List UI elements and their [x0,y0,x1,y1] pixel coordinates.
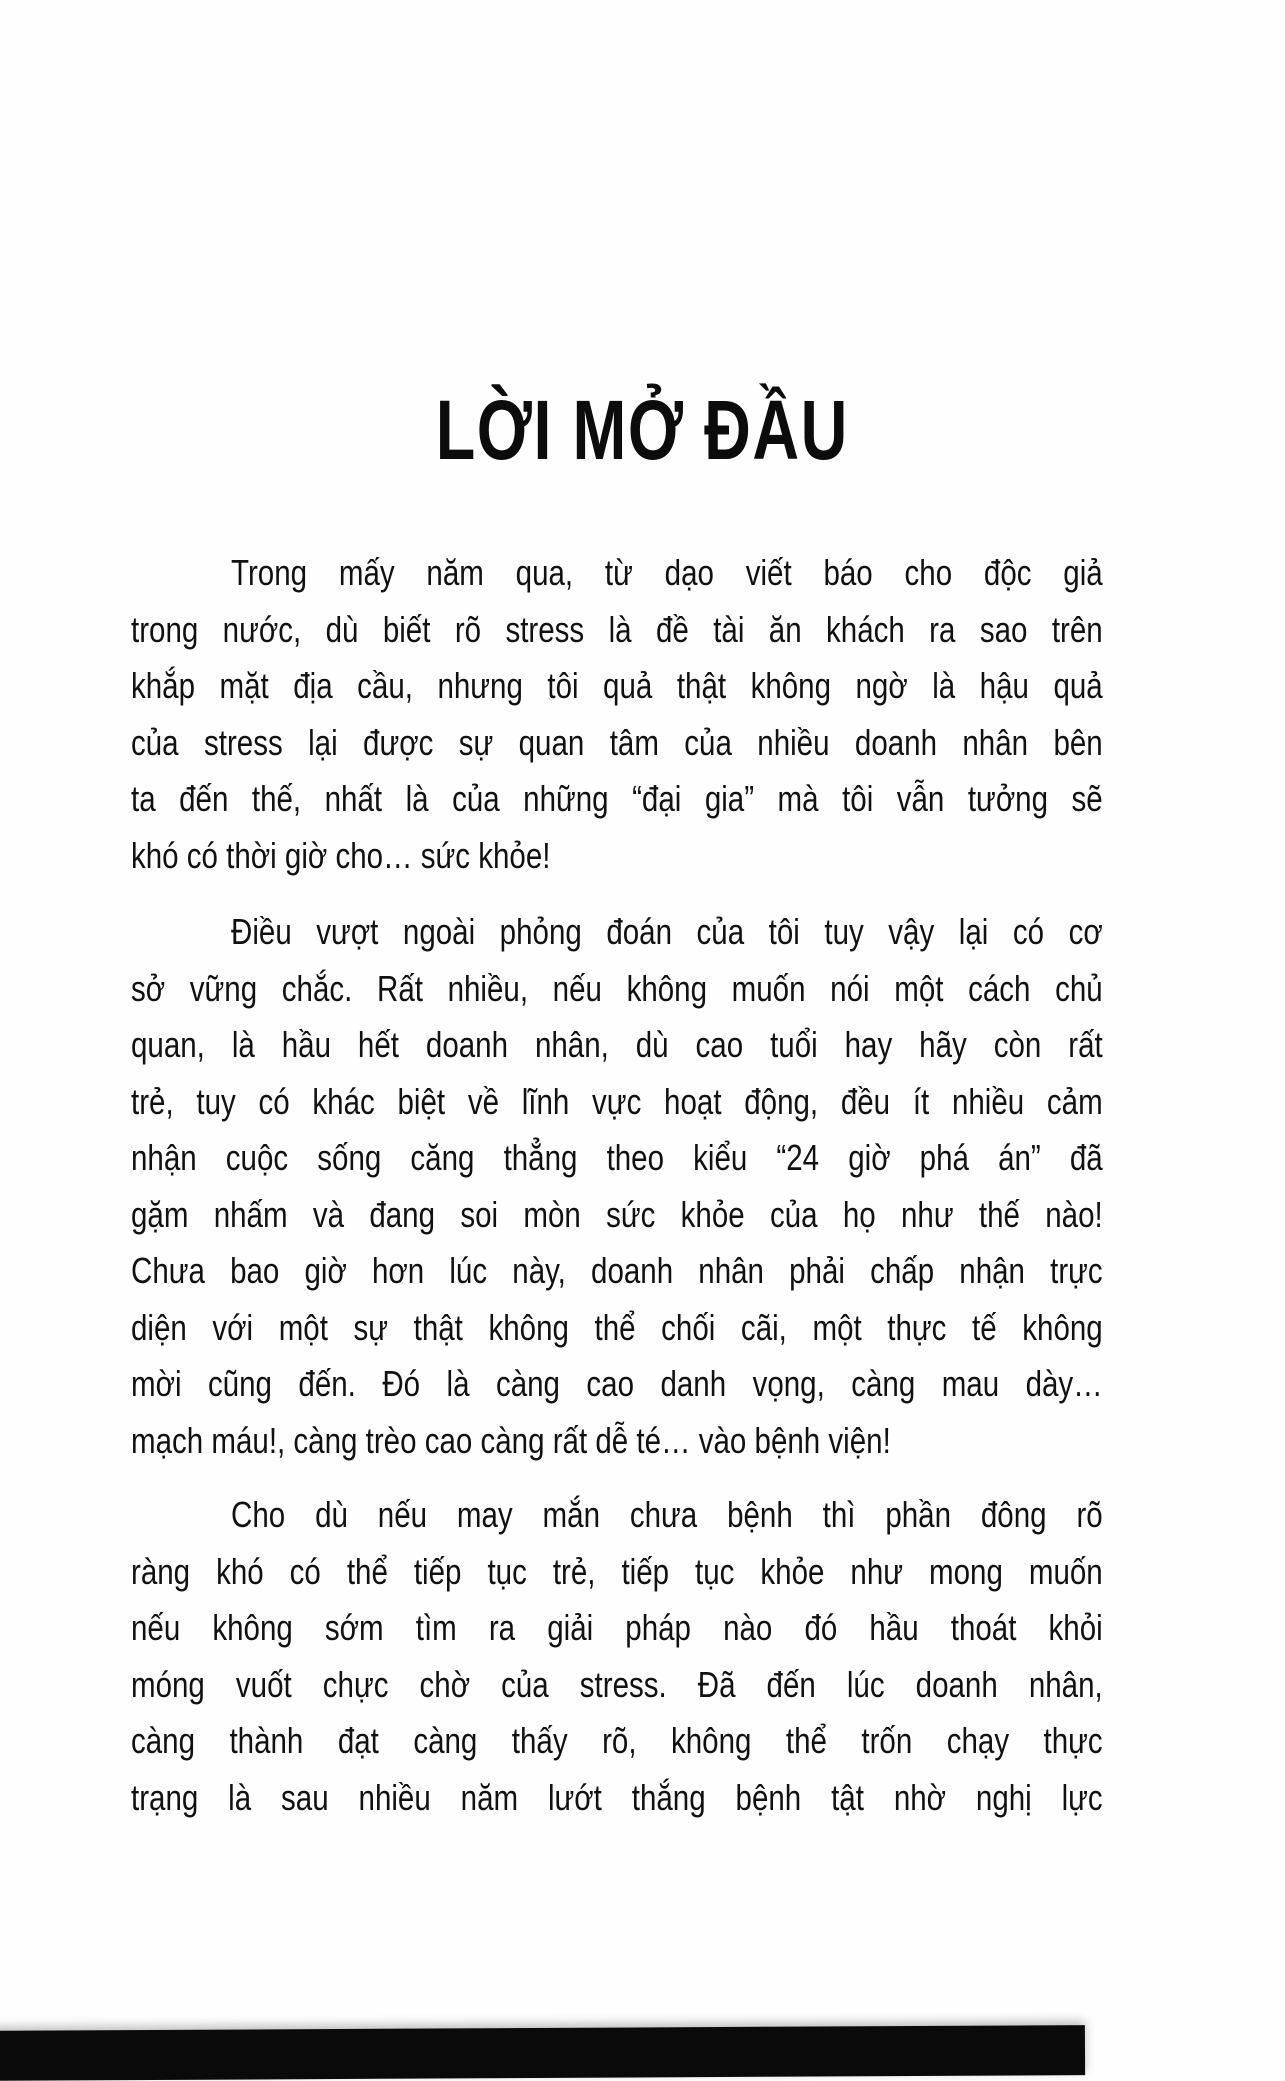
chapter-title: LỜI MỞ ĐẦU [435,383,850,477]
text-line: của stress lại được sự quan tâm của nhiều doanh nhân bên [131,721,1103,763]
text-line: mời cũng đến. Đó là càng cao danh vọng, càng mau dày… [131,1363,1103,1404]
text-line: sở vững chắc. Rất nhiều, nếu không muốn nói một cách chủ [131,967,1103,1009]
text-line: Điều vượt ngoài phỏng đoán của tôi tuy vậy lại có cơ [231,911,1103,952]
text-line: trong nước, dù biết rõ stress là đề tài ăn khách ra sao trên [131,608,1103,650]
text-line: ràng khó có thể tiếp tục trẻ, tiếp tục khỏe như mong muốn [131,1550,1103,1592]
text-line: Trong mấy năm qua, từ dạo viết báo cho độc giả [231,552,1103,593]
text-line: Chưa bao giờ hơn lúc này, doanh nhân phải chấp nhận trực [131,1250,1103,1291]
text-line: nhận cuộc sống căng thẳng theo kiểu “24 giờ phá án” đã [131,1137,1103,1178]
text-line: mạch máu!, càng trèo cao càng rất dễ té… vào bệnh viện! [131,1419,891,1461]
text-line: trạng là sau nhiều năm lướt thắng bệnh tật nhờ nghị lực [131,1776,1103,1818]
text-line: nếu không sớm tìm ra giải pháp nào đó hầu thoát khỏi [131,1607,1103,1648]
text-line: ta đến thế, nhất là của những “đại gia” mà tôi vẫn tưởng sẽ [131,778,1103,819]
chapter-heading [0,380,1285,480]
scan-shadow-edge [0,2025,1085,2081]
text-line: quan, là hầu hết doanh nhân, dù cao tuổi hay hãy còn rất [131,1024,1103,1065]
text-line: Cho dù nếu may mắn chưa bệnh thì phần đông rõ [231,1494,1103,1535]
paragraph-1 [131,545,1103,884]
text-line: khắp mặt địa cầu, nhưng tôi quả thật không ngờ là hậu quả [131,665,1103,706]
paragraph-2 [131,904,1103,1469]
text-line: khó có thời giờ cho… sức khỏe! [131,834,551,876]
text-line: diện với một sự thật không thể chối cãi, một thực tế không [131,1306,1103,1348]
paragraph-3 [131,1487,1103,1826]
text-line: gặm nhấm và đang soi mòn sức khỏe của họ như thế nào! [131,1193,1103,1235]
text-line: trẻ, tuy có khác biệt về lĩnh vực hoạt động, đều ít nhiều cảm [131,1080,1103,1122]
text-line: càng thành đạt càng thấy rõ, không thể trốn chạy thực [131,1720,1103,1761]
text-line: móng vuốt chực chờ của stress. Đã đến lúc doanh nhân, [131,1663,1103,1705]
